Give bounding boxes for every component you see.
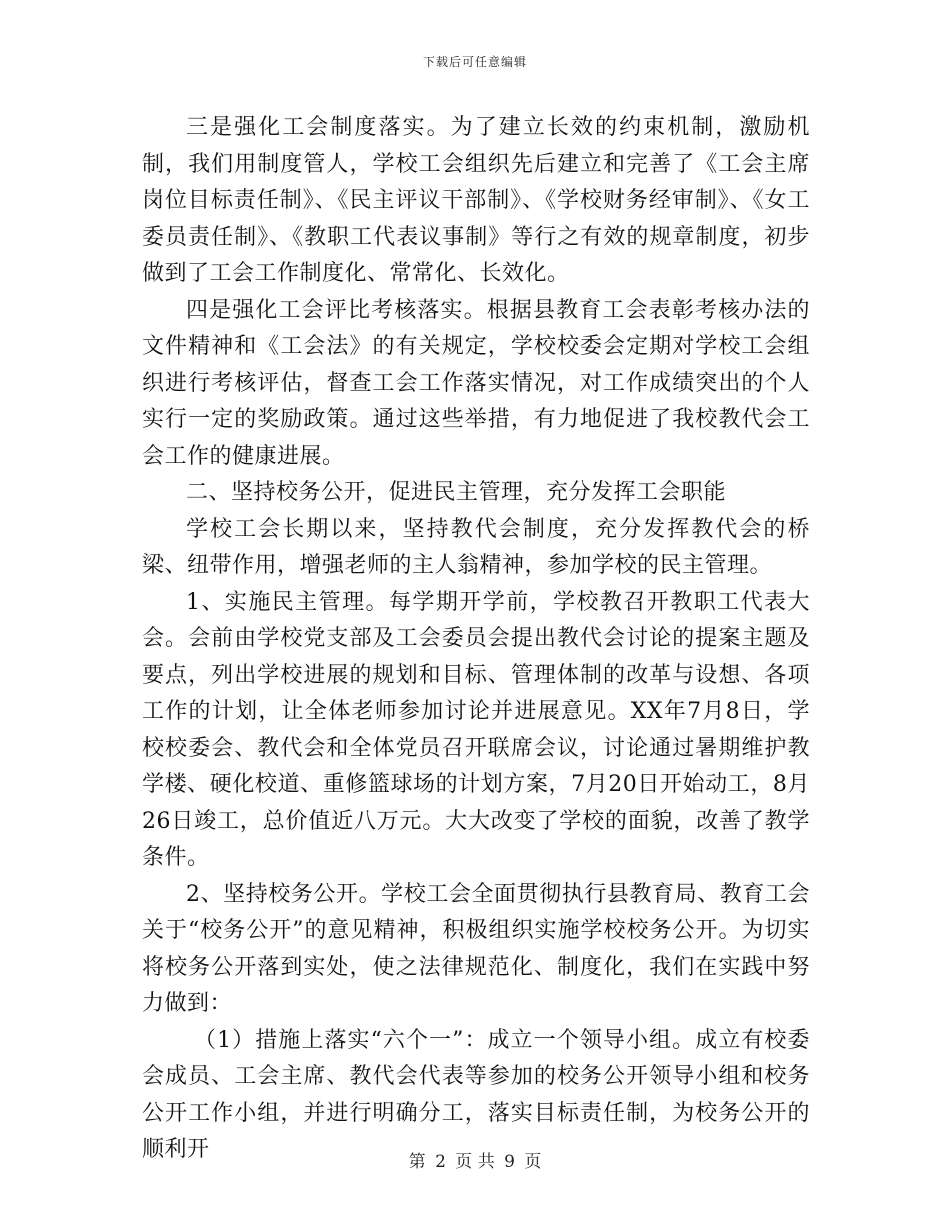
footer-page-number: 2 <box>435 1152 446 1172</box>
section-heading-two: 二、坚持校务公开，促进民主管理，充分发挥工会职能 <box>186 480 727 505</box>
paragraph-system-implementation: 三是强化工会制度落实。为了建立长效的约束机制，激励机制，我们用制度管人，学校工会组织先后建立和完善了《工会主席岗位目标责任制》、《民主评议干部制》、《学校财务经审制》、《女工委员责任制》、《教职工代表议事制》等行之有效的规章制度，初步做到了工会工作制度化、常常化、长效化。 <box>142 115 810 286</box>
footer-suffix: 页 <box>524 1152 542 1172</box>
footer-middle: 页 共 <box>455 1152 495 1172</box>
paragraph-six-measures: （1）措施上落实“六个一”：成立一个领导小组。成立有校委会成员、工会主席、教代会代表等参加的校务公开领导小组和校务公开工作小组，并进行明确分工，落实目标责任制，为校务公开的顺利开 <box>142 1027 810 1162</box>
footer-prefix: 第 <box>408 1152 426 1172</box>
page-header: 下载后可任意编辑 <box>422 55 527 69</box>
paragraph-evaluation: 四是强化工会评比考核落实。根据县教育工会表彰考核办法的文件精神和《工会法》的有关规定，学校校委会定期对学校工会组织进行考核评估，督查工会工作落实情况，对工作成绩突出的个人实行一定的奖励政策。通过这些举措，有力地促进了我校教代会工会工作的健康进展。 <box>142 297 810 469</box>
paragraph-affairs-disclosure: 2、坚持校务公开。学校工会全面贯彻执行县教育局、教育工会关于“校务公开”的意见精神，积极组织实施学校校务公开。为切实将校务公开落到实处，使之法律规范化、制度化，我们在实践中努力做到： <box>142 881 810 1016</box>
footer-page-total: 9 <box>504 1152 515 1172</box>
paragraph-democratic-management: 1、实施民主管理。每学期开学前，学校教召开教职工代表大会。会前由学校党支部及工会委员会提出教代会讨论的提案主题及要点，列出学校进展的规划和目标、管理体制的改革与设想、各项工作的计划，让全体老师参加讨论并进展意见。XX年7月8日，学校校委会、教代会和全体党员召开联席会议，讨论通过暑期维护教学楼、硬化校道、重修篮球场的计划方案，7月20日开始动工，8月26日竣工，总价值近八万元。大大改变了学校的面貌，改善了教学条件。 <box>142 589 810 870</box>
document-body <box>142 110 810 1169</box>
page-footer <box>0 1152 950 1172</box>
paragraph-congress-system: 学校工会长期以来，坚持教代会制度，充分发挥教代会的桥梁、纽带作用，增强老师的主人翁精神，参加学校的民主管理。 <box>142 516 810 578</box>
